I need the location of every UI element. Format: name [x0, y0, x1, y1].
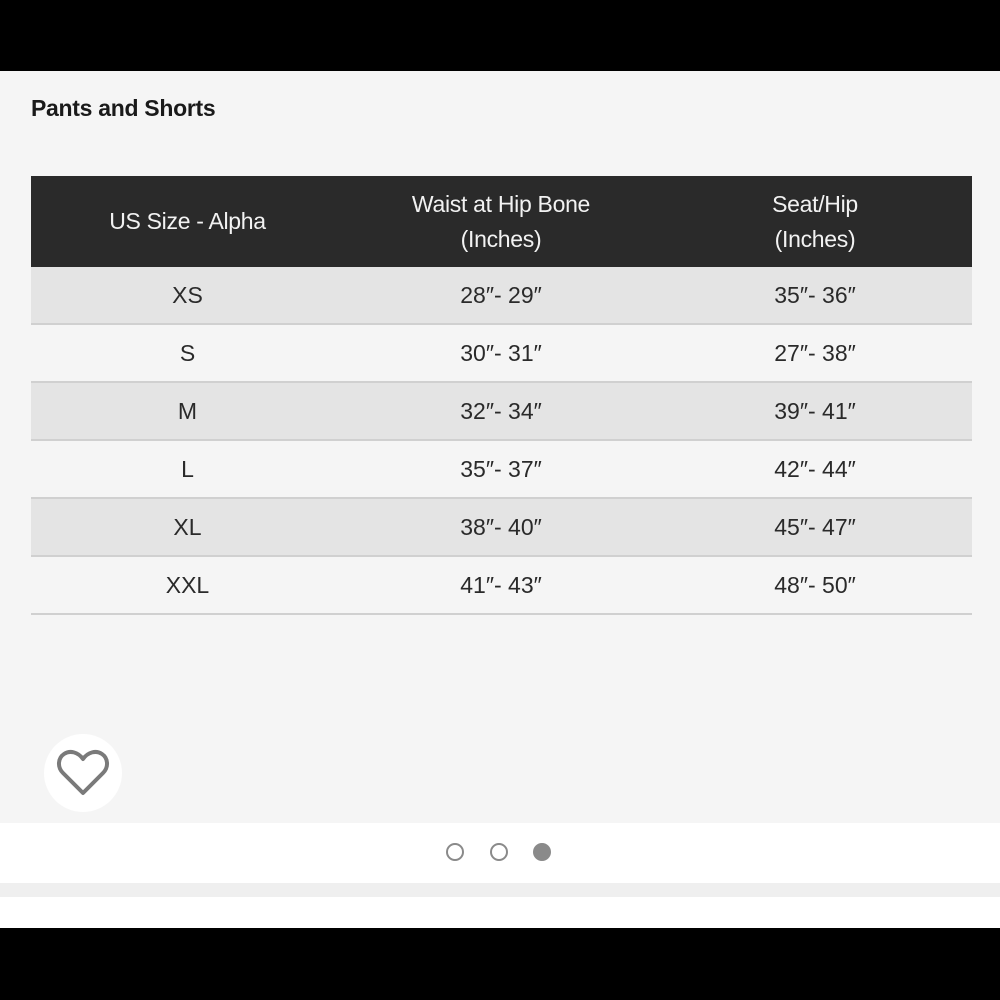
favorite-button[interactable]	[44, 734, 122, 812]
seat-hip-cell: 48″- 50″	[658, 556, 972, 614]
seat-hip-cell: 42″- 44″	[658, 440, 972, 498]
header-seat-hip	[658, 176, 972, 267]
content-strip	[0, 897, 1000, 928]
header-label: Waist at Hip Bone	[411, 190, 591, 217]
waist-cell: 38″- 40″	[344, 498, 658, 556]
table-row	[31, 382, 972, 440]
waist-cell: 30″- 31″	[344, 324, 658, 382]
size-table	[31, 176, 972, 615]
seat-hip-cell: 27″- 38″	[658, 324, 972, 382]
header-unit: (Inches)	[774, 225, 856, 252]
header-us-size	[31, 176, 344, 267]
table-row	[31, 440, 972, 498]
heart-outline-icon	[56, 748, 110, 798]
size-cell: M	[31, 382, 344, 440]
pager-dot-active[interactable]	[533, 843, 551, 861]
table-row	[31, 324, 972, 382]
divider	[0, 883, 1000, 897]
header-label: US Size - Alpha	[109, 208, 266, 234]
table-header-row	[31, 176, 972, 267]
seat-hip-cell: 35″- 36″	[658, 267, 972, 324]
pager-dot[interactable]	[446, 843, 464, 861]
page-title: Pants and Shorts	[31, 95, 216, 121]
pager-dot[interactable]	[490, 843, 508, 861]
header-waist	[344, 176, 658, 267]
waist-cell: 41″- 43″	[344, 556, 658, 614]
size-cell: L	[31, 440, 344, 498]
header-label: Seat/Hip	[772, 190, 858, 217]
waist-cell: 35″- 37″	[344, 440, 658, 498]
size-cell: XL	[31, 498, 344, 556]
table-row	[31, 498, 972, 556]
size-cell: S	[31, 324, 344, 382]
waist-cell: 28″- 29″	[344, 267, 658, 324]
seat-hip-cell: 45″- 47″	[658, 498, 972, 556]
seat-hip-cell: 39″- 41″	[658, 382, 972, 440]
size-cell: XS	[31, 267, 344, 324]
top-black-bar	[0, 0, 1000, 71]
header-unit: (Inches)	[460, 225, 542, 252]
bottom-black-bar	[0, 928, 1000, 1000]
size-cell: XXL	[31, 556, 344, 614]
waist-cell: 32″- 34″	[344, 382, 658, 440]
table-row	[31, 556, 972, 614]
table-row	[31, 267, 972, 324]
